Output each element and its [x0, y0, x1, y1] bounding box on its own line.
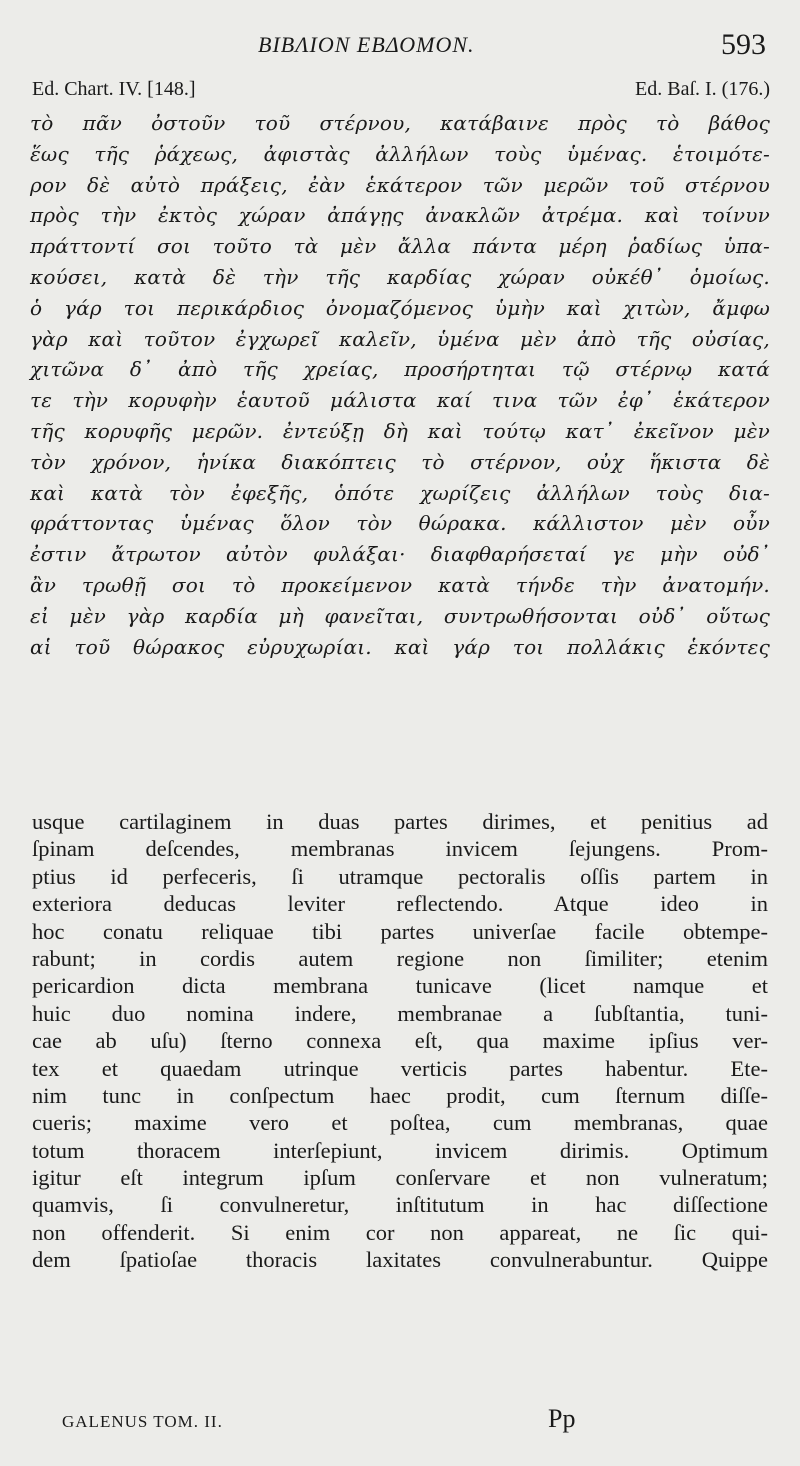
latin-line: ſpinam deſcendes, membranas invicem ſejungens. Prom- [32, 836, 768, 862]
running-title: BIBΛΙΟΝ ΕΒΔΟΜΟΝ. [258, 32, 475, 57]
page-footer [0, 1404, 800, 1440]
greek-line: χιτῶνα δ᾽ ἀπὸ τῆς χρείας, προσήρτηται τῷ στέρνῳ κατά [30, 357, 770, 382]
latin-line: usque cartilaginem in duas partes dirimes, et penitius ad [32, 809, 768, 834]
greek-line: τῆς κορυφῆς μερῶν. ἐντεύξῃ δὴ καὶ τούτῳ κατ᾽ ἐκεῖνον μὲν [30, 418, 770, 443]
latin-line: cueris; maxime vero et poſtea, cum membranas, quae [32, 1110, 768, 1136]
greek-line: τὸν χρόνον, ἡνίκα διακόπτεις τὸ στέρνον, οὐχ ἥκιστα δὲ [30, 449, 770, 474]
latin-line: huic duo nomina indere, membranae a ſubſtantia, tuni- [32, 1000, 768, 1026]
greek-line: ὁ γάρ τοι περικάρδιος ὀνομαζόμενος ὑμὴν καὶ χιτὼν, ἄμφω [30, 295, 770, 320]
latin-line: ptius id perfeceris, ſi utramque pectoralis oſſis partem in [32, 863, 768, 889]
latin-line: pericardion dicta membrana tunicave (licet namque et [32, 973, 768, 999]
latin-line: totum thoracem interſepiunt, invicem dirimis. Optimum [32, 1137, 768, 1163]
running-head [0, 28, 800, 62]
latin-text-block [32, 808, 768, 1274]
greek-line: ἐστιν ἄτρωτον αὐτὸν φυλάξαι· διαφθαρήσεταί γε μὴν οὐδ᾽ [30, 542, 770, 567]
greek-line: πράττοντί σοι τοῦτο τὰ μὲν ἄλλα πάντα μέρη ῥαδίως ὑπα- [30, 234, 770, 259]
latin-line: non offenderit. Si enim cor non appareat, ne ſic qui- [32, 1219, 768, 1245]
greek-line: κούσει, κατὰ δὲ τὴν τῆς καρδίας χώραν οὐκέθ᾽ ὁμοίως. [30, 264, 770, 289]
latin-line: dem ſpatioſae thoracis laxitates convulnerabuntur. Quippe [32, 1247, 768, 1273]
greek-line: ρον δὲ αὐτὸ πράξεις, ἐὰν ἑκάτερον τῶν μερῶν τοῦ στέρνου [30, 172, 770, 197]
latin-line: tex et quaedam utrinque verticis partes habentur. Ete- [32, 1055, 768, 1081]
edition-chartier-reference: Ed. Chart. IV. [148.] [32, 78, 196, 100]
latin-line: rabunt; in cordis autem regione non ſimiliter; etenim [32, 945, 768, 971]
latin-line: quamvis, ſi convulneretur, inſtitutum in hac diſſectione [32, 1192, 768, 1218]
greek-line: εἰ μὲν γὰρ καρδία μὴ φανεῖται, συντρωθήσονται οὐδ᾽ οὕτως [30, 603, 770, 628]
latin-line: exteriora deducas leviter reflectendo. Atque ideo in [32, 891, 768, 917]
greek-line: τὸ πᾶν ὀστοῦν τοῦ στέρνου, κατάβαινε πρὸς τὸ βάθος [30, 111, 770, 135]
latin-line: hoc conatu reliquae tibi partes univerſae facile obtempe- [32, 918, 768, 944]
edition-references [30, 78, 770, 108]
greek-line: γὰρ καὶ τοῦτον ἐγχωρεῖ καλεῖν, ὑμένα μὲν ἀπὸ τῆς οὐσίας, [30, 326, 770, 351]
edition-basel-reference: Ed. Baſ. I. (176.) [635, 78, 770, 100]
greek-line: ἕως τῆς ῥάχεως, ἀφιστὰς ἀλλήλων τοὺς ὑμένας. ἑτοιμότε- [30, 141, 770, 166]
greek-line: καὶ κατὰ τὸν ἐφεξῆς, ὁπότε χωρίζεις ἀλλήλων τοὺς δια- [30, 480, 770, 505]
volume-signature: GALENUS TOM. II. [62, 1412, 223, 1431]
greek-line: αἱ τοῦ θώρακος εὐρυχωρίαι. καὶ γάρ τοι πολλάκις ἑκόντες [30, 634, 770, 659]
greek-line: πρὸς τὴν ἐκτὸς χώραν ἀπάγῃς ἀνακλῶν ἀτρέμα. καὶ τοίνυν [30, 203, 770, 228]
greek-line: ἂν τρωθῇ σοι τὸ προκείμενον κατὰ τήνδε τὴν ἀνατομήν. [30, 572, 770, 597]
latin-line: igitur eſt integrum ipſum conſervare et non vulneratum; [32, 1165, 768, 1191]
page-number: 593 [721, 28, 766, 61]
gathering-signature-mark: Pp [548, 1404, 576, 1433]
latin-line: cae ab uſu) ſterno connexa eſt, qua maxime ipſius ver- [32, 1028, 768, 1054]
latin-line: nim tunc in conſpectum haec prodit, cum ſternum diſſe- [32, 1082, 768, 1108]
greek-line: φράττοντας ὑμένας ὅλον τὸν θώρακα. κάλλιστον μὲν οὖν [30, 511, 770, 536]
greek-text-block [30, 108, 770, 662]
greek-line: τε τὴν κορυφὴν ἑαυτοῦ μάλιστα καί τινα τῶν ἐφ᾽ ἑκάτερον [30, 388, 770, 413]
